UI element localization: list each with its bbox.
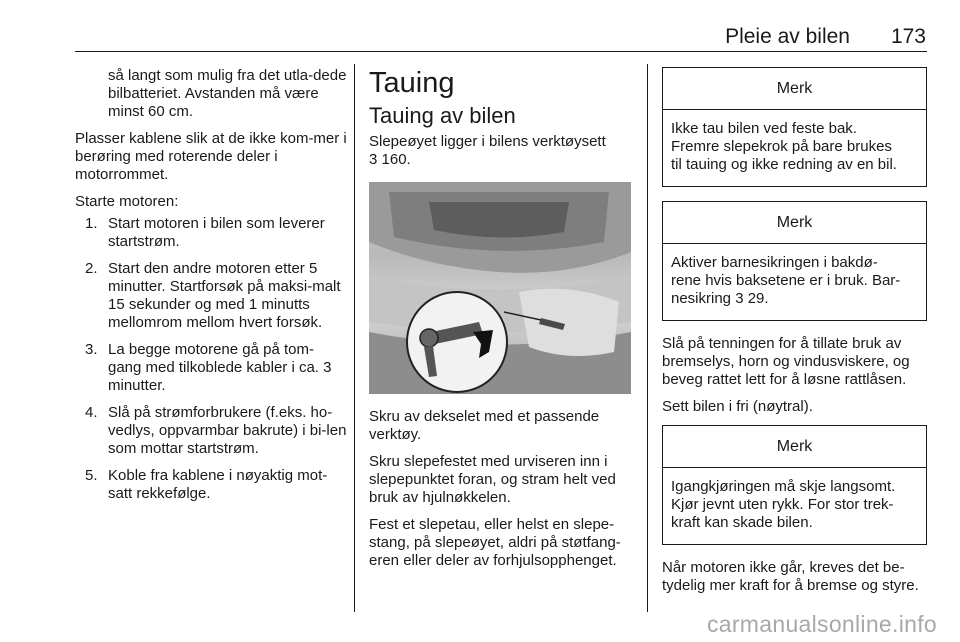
note-title: Merk [663,68,926,110]
note-line: Ikke tau bilen ved feste bak. [671,120,857,137]
paragraph-cables: Plasser kablene slik at de ikke kom-mer i berøring med roterende deler i motorrommet. [75,130,347,183]
note-line: Aktiver barnesikringen i bakdø- [671,254,878,271]
note-text [663,468,926,544]
left-column [75,67,347,512]
note-title: Merk [663,202,926,244]
note-box [662,201,927,321]
right-column [662,67,927,604]
step-number: 3. [85,341,98,358]
paragraph-neutral: Sett bilen i fri (nøytral). [662,398,813,415]
page-reference: 3 160. [369,151,411,168]
step-number: 5. [85,467,98,484]
note-line: kraft kan skade bilen. [671,514,813,531]
note-line: Kjør jevnt uten rykk. For stor trek- [671,496,894,513]
step-number: 2. [85,260,98,277]
step-text: Start motoren i bilen som leverer startstrøm. [108,215,325,250]
section-title: Tauing [369,67,455,99]
step-text: La begge motorene gå på tom-gang med tilkoblede kabler i ca. 3 minutter. [108,341,332,394]
list-item [75,404,347,458]
paragraph-attach: Fest et slepetau, eller helst en slepe-stang, på slepeøyet, aldri på støtfang-eren eller deler av forhjulsopphenget. [369,516,621,569]
column-divider-right [647,64,648,612]
step-number: 1. [85,215,98,232]
step-text: Slå på strømforbrukere (f.eks. ho-vedlys, oppvarmbar bakrute) i bi-len som mottar startstrøm. [108,404,347,457]
start-heading: Starte motoren: [75,193,179,210]
note-line: til tauing og ikke redning av en bil. [671,156,897,173]
continued-text: så langt som mulig fra det utla-dede bilbatteriet. Avstanden må være minst 60 cm. [108,67,347,120]
towing-eye-illustration [369,182,631,394]
step-number: 4. [85,404,98,421]
intro-text [369,133,639,169]
note-text [663,110,926,186]
note-box [662,67,927,187]
intro-sentence: Slepeøyet ligger i bilens verktøysett [369,133,606,150]
page-number: 173 [890,25,926,48]
start-steps-list [75,215,347,503]
list-item [75,341,347,395]
step-text: Koble fra kablene i nøyaktig mot-satt rekkefølge. [108,467,328,502]
header-rule [75,51,927,52]
note-text [663,244,926,320]
column-divider-left [354,64,355,612]
watermark: carmanualsonline.info [706,611,937,637]
note-line: Igangkjøringen må skje langsomt. [671,478,896,495]
note-box [662,425,927,545]
paragraph-cover: Skru av dekselet med et passende verktøy. [369,408,600,443]
note-line: nesikring 3 29. [671,290,769,307]
note-title: Merk [663,426,926,468]
towing-eye-photo [369,182,631,394]
note-line: rene hvis baksetene er i bruk. Bar- [671,272,901,289]
list-item [75,260,347,332]
paragraph-ignition: Slå på tenningen for å tillate bruk av bremselys, horn og vindusviskere, og beveg rattet lett for å løsne rattlåsen. [662,335,910,388]
subsection-title: Tauing av bilen [369,103,516,128]
page-header-title: Pleie av bilen [725,25,850,48]
middle-column [369,67,639,579]
paragraph-screw: Skru slepefestet med urviseren inn i slepepunktet foran, og stram helt ved bruk av hjulnøkkelen. [369,453,616,506]
list-item [75,215,347,251]
paragraph-engine-off: Når motoren ikke går, kreves det be-tydelig mer kraft for å bremse og styre. [662,559,919,594]
list-item [75,467,347,503]
note-line: Fremre slepekrok på bare brukes [671,138,892,155]
step-text: Start den andre motoren etter 5 minutter. Startforsøk på maksi-malt 15 sekunder og med 1 minutts mellomrom mellom hvert forsøk. [108,260,341,331]
